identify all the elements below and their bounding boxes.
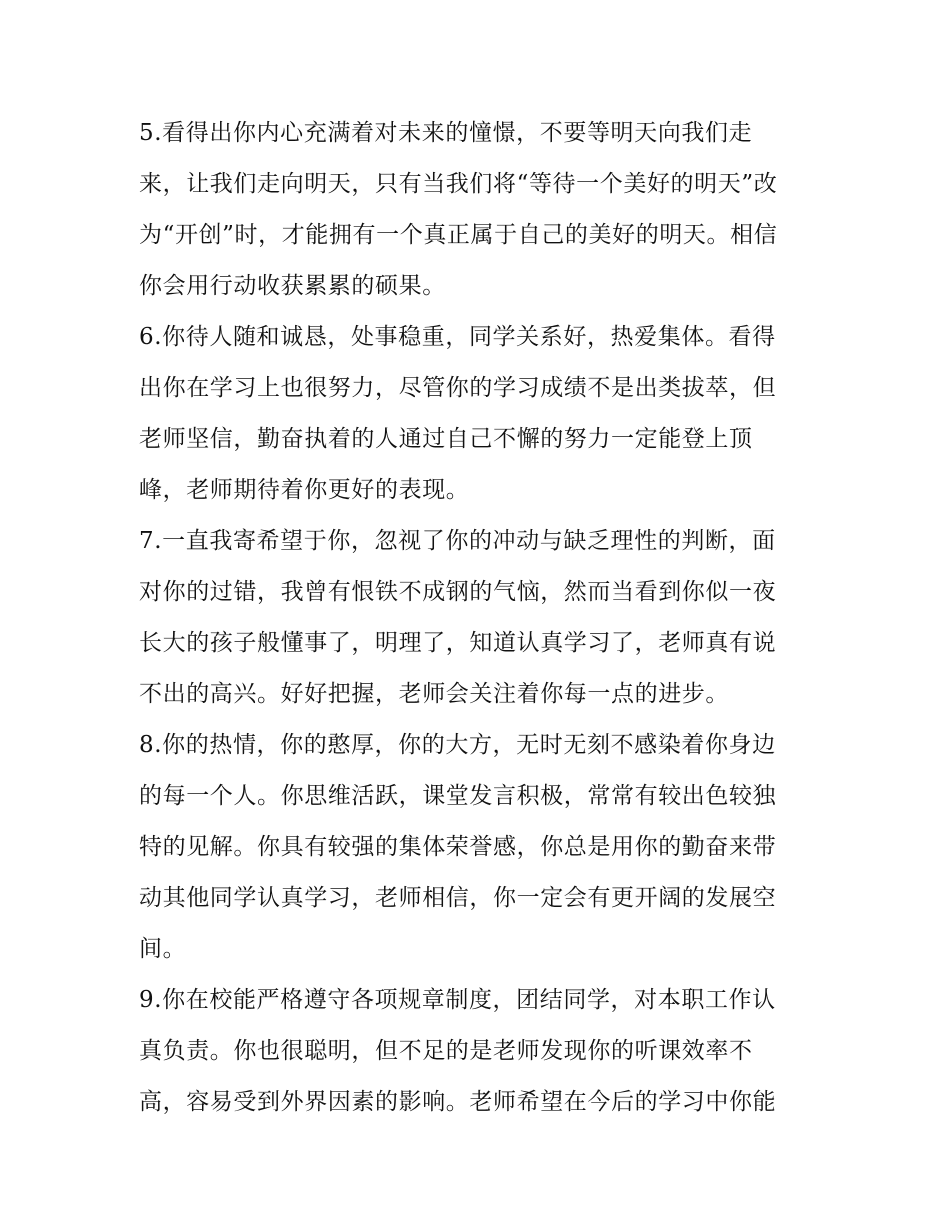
document-body <box>139 108 814 1128</box>
text-line: 对你的过错，我曾有恨铁不成钢的气恼，然而当看到你似一夜 <box>139 579 777 605</box>
paragraph-9 <box>139 975 814 1128</box>
text-line: 你会用行动收获累累的硕果。 <box>139 273 446 299</box>
text-line: 不出的高兴。好好把握，老师会关注着你每一点的进步。 <box>139 681 729 707</box>
text-line: 7.一直我寄希望于你，忽视了你的冲动与缺乏理性的判断，面 <box>139 528 776 554</box>
text-line: 8.你的热情，你的憨厚，你的大方，无时无刻不感染着你身边 <box>139 732 776 758</box>
text-line: 峰，老师期待着你更好的表现。 <box>139 477 470 503</box>
text-line: 老师坚信，勤奋执着的人通过自己不懈的努力一定能登上顶 <box>139 426 753 452</box>
paragraph-5 <box>139 108 814 312</box>
text-line: 的每一个人。你思维活跃，课堂发言积极，常常有较出色较独 <box>139 783 777 809</box>
text-line: 出你在学习上也很努力，尽管你的学习成绩不是出类拔萃，但 <box>139 375 777 401</box>
text-line: 高，容易受到外界因素的影响。老师希望在今后的学习中你能 <box>139 1089 777 1115</box>
paragraph-6 <box>139 312 814 516</box>
paragraph-7 <box>139 516 814 720</box>
text-line: 长大的孩子般懂事了，明理了，知道认真学习了，老师真有说 <box>139 630 777 656</box>
text-line: 为“开创”时，才能拥有一个真正属于自己的美好的明天。相信 <box>139 222 778 248</box>
text-line: 动其他同学认真学习，老师相信，你一定会有更开阔的发展空 <box>139 885 777 911</box>
text-line: 真负责。你也很聪明，但不足的是老师发现你的听课效率不 <box>139 1038 753 1064</box>
text-line: 5.看得出你内心充满着对未来的憧憬，不要等明天向我们走 <box>139 120 753 146</box>
text-line: 特的见解。你具有较强的集体荣誉感，你总是用你的勤奋来带 <box>139 834 777 860</box>
text-line: 6.你待人随和诚恳，处事稳重，同学关系好，热爱集体。看得 <box>139 324 776 350</box>
text-line: 9.你在校能严格遵守各项规章制度，团结同学，对本职工作认 <box>139 987 776 1013</box>
text-line: 来，让我们走向明天，只有当我们将“等待一个美好的明天”改 <box>139 171 778 197</box>
text-line: 间。 <box>139 936 187 962</box>
paragraph-8 <box>139 720 814 975</box>
